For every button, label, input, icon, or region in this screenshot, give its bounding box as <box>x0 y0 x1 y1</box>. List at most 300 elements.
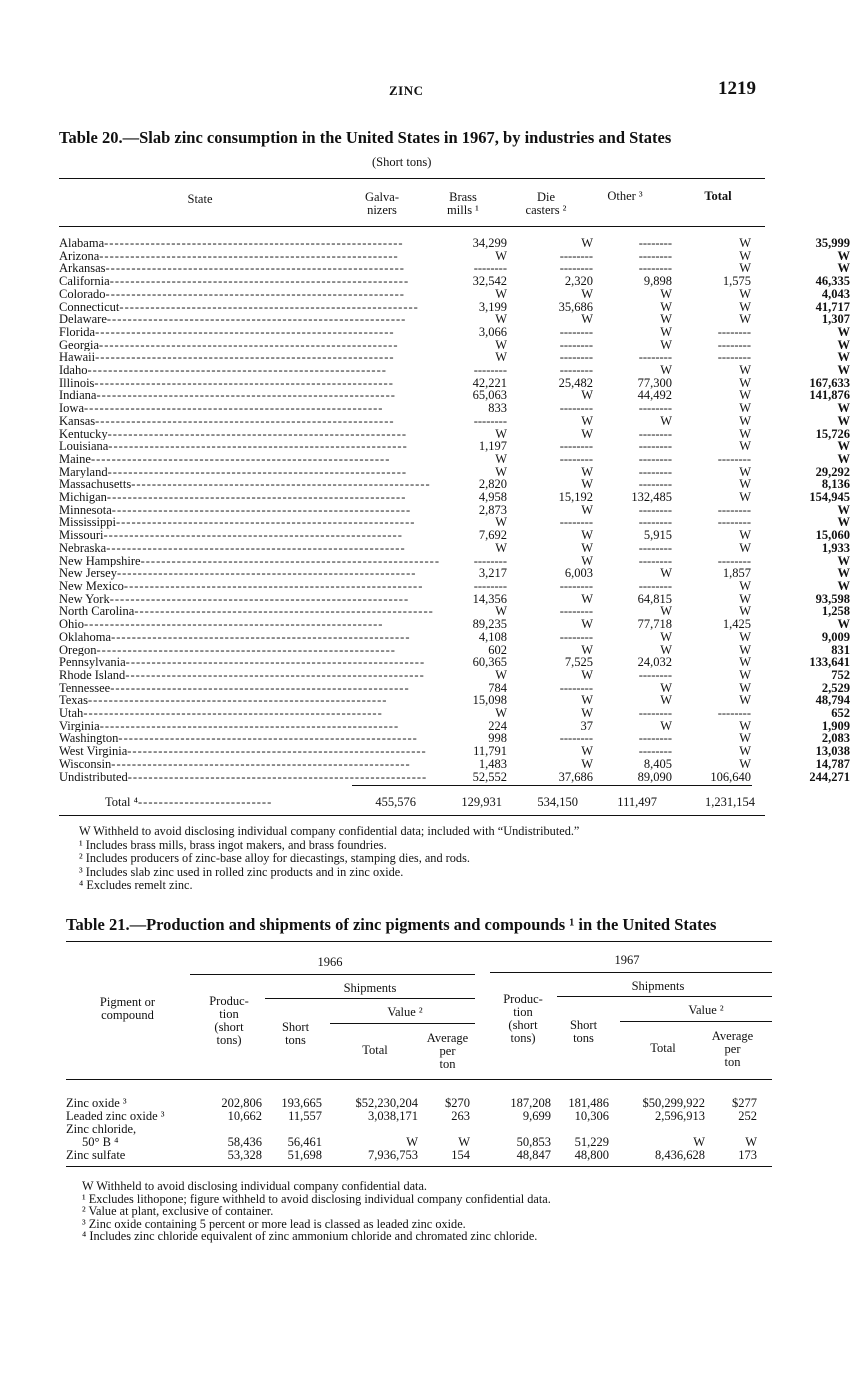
state-cell: Maryland---------------------------------------------------------- <box>59 465 408 479</box>
cell-other: W <box>739 261 752 276</box>
state-cell: Kentucky---------------------------------------------------------- <box>59 427 408 441</box>
cell-total: 154,945 <box>809 490 851 505</box>
col-short-1967-l1: Short <box>569 1018 598 1032</box>
cell-total: 35,999 <box>815 236 851 250</box>
cell-other: W <box>739 629 752 644</box>
state-name: Oklahoma <box>59 630 112 644</box>
year-1967: 1967 <box>614 953 640 967</box>
cell-brass: 6,003 <box>564 566 594 581</box>
col-avg-1967-l3: ton <box>724 1055 741 1069</box>
cell-total-1967: 2,596,913 <box>655 1109 705 1123</box>
cell-total-1967: $50,299,922 <box>642 1096 705 1110</box>
state-name: Massachusetts <box>59 478 132 492</box>
cell-brass: W <box>581 236 594 250</box>
cell-galvanizers: 602 <box>488 642 508 657</box>
cell-die: 9,898 <box>643 274 673 289</box>
cell-die: W <box>660 718 673 733</box>
cell-galvanizers: -------- <box>473 363 508 378</box>
cell-brass: 37 <box>580 718 594 733</box>
col-prod-1967-l2: tion <box>513 1005 533 1019</box>
cell-other: W <box>739 591 752 606</box>
state-name: Mississippi <box>59 516 116 530</box>
cell-other: W <box>739 248 752 263</box>
cell-brass: -------- <box>559 629 594 644</box>
cell-total: W <box>837 324 851 339</box>
cell-die: W <box>660 566 673 581</box>
cell-prod-1966: 58,436 <box>227 1135 262 1149</box>
cell-total: 1,933 <box>821 540 851 555</box>
cell-die: W <box>660 604 673 619</box>
col-die <box>511 191 581 217</box>
col-avg-1966-l3: ton <box>439 1057 456 1071</box>
table20-title: Table 20.—Slab zinc consumption in the United States in 1967, by industries and States <box>59 128 672 147</box>
cell-total: 167,633 <box>809 375 851 390</box>
cell-total-1966: 3,038,171 <box>368 1109 418 1123</box>
t21-note-3: ³ Zinc oxide containing 5 percent or more lead is classed as leaded zinc oxide. <box>82 1216 466 1231</box>
cell-die: -------- <box>638 439 673 454</box>
state-cell: Minnesota---------------------------------------------------------- <box>59 503 412 517</box>
table-row <box>59 758 850 771</box>
cell-galvanizers: 15,098 <box>472 693 508 708</box>
cell-other: W <box>739 286 752 301</box>
cell-total: W <box>837 363 851 378</box>
cell-avg-1967: 252 <box>738 1109 757 1123</box>
cell-total: 1,909 <box>821 718 851 733</box>
total-total: 1,231,154 <box>705 795 755 809</box>
state-name: Colorado <box>59 287 106 301</box>
cell-brass: W <box>581 477 594 492</box>
state-cell: Alabama---------------------------------------------------------- <box>59 237 404 250</box>
cell-die: 8,405 <box>643 756 673 771</box>
cell-galvanizers: W <box>495 464 508 479</box>
cell-die: 64,815 <box>637 591 673 606</box>
cell-brass: -------- <box>559 515 594 530</box>
col-total-1966: Total <box>362 1043 388 1057</box>
cell-prod-1966: 202,806 <box>221 1096 262 1110</box>
total-brass: 129,931 <box>461 795 502 809</box>
cell-die: -------- <box>638 401 673 416</box>
cell-total: W <box>837 261 851 276</box>
state-cell: Massachusetts---------------------------------------------------------- <box>59 478 431 492</box>
state-cell: Virginia---------------------------------------------------------- <box>59 719 400 733</box>
cell-other: 1,857 <box>722 566 752 581</box>
cell-brass: W <box>581 553 594 568</box>
cell-galvanizers: -------- <box>473 553 508 568</box>
cell-die: -------- <box>638 515 673 530</box>
cell-die: -------- <box>638 731 673 746</box>
cell-other: W <box>739 655 752 670</box>
col-short-1966 <box>268 1021 323 1047</box>
t21-note-1: ¹ Excludes lithopone; figure withheld to avoid disclosing individual company confidential data. <box>82 1191 551 1206</box>
cell-total: W <box>837 515 851 530</box>
table-row <box>59 428 850 441</box>
cell-galvanizers: 2,873 <box>478 502 508 517</box>
cell-avg-1967: W <box>745 1135 757 1149</box>
cell-galvanizers: 65,063 <box>472 388 508 403</box>
cell-avg-1967: 173 <box>738 1148 757 1162</box>
cell-die: 5,915 <box>643 528 673 543</box>
cell-die: W <box>660 629 673 644</box>
state-name: New York <box>59 592 110 606</box>
cell-short-1966: 56,461 <box>287 1135 322 1149</box>
state-name: Idaho <box>59 364 88 377</box>
cell-galvanizers: 1,483 <box>478 756 508 771</box>
col-pigment <box>85 996 170 1022</box>
col-short-1966-l1: Short <box>281 1020 310 1034</box>
cell-die: W <box>660 413 673 428</box>
t20-note-1: ¹ Includes brass mills, brass ingot makers, and brass foundries. <box>79 837 387 852</box>
cell-avg-1967: $277 <box>732 1096 757 1110</box>
state-cell: Idaho---------------------------------------------------------- <box>59 364 387 377</box>
state-cell: Connecticut---------------------------------------------------------- <box>59 300 419 314</box>
total-other: 111,497 <box>617 795 657 809</box>
state-cell: Ohio---------------------------------------------------------- <box>59 618 384 631</box>
cell-total: 752 <box>831 667 851 682</box>
state-cell: Oregon---------------------------------------------------------- <box>59 643 396 657</box>
cell-short-1966: 11,557 <box>288 1109 322 1123</box>
cell-avg-1966: 154 <box>451 1148 470 1162</box>
cell-other: W <box>739 236 752 250</box>
cell-total: 244,271 <box>809 769 851 784</box>
cell-prod-1967: 187,208 <box>510 1096 551 1110</box>
state-cell: Georgia---------------------------------------------------------- <box>59 338 399 352</box>
table20-bottom-rule <box>59 815 765 816</box>
state-cell: Michigan---------------------------------------------------------- <box>59 491 407 504</box>
cell-die: -------- <box>638 248 673 263</box>
state-cell: Washington---------------------------------------------------------- <box>59 732 418 746</box>
state-name: Arizona <box>59 249 100 263</box>
state-cell: Arkansas---------------------------------------------------------- <box>59 262 405 276</box>
col-brass-l2: mills ¹ <box>447 203 479 217</box>
cell-total: 2,529 <box>821 680 851 695</box>
table-row <box>59 644 850 657</box>
cell-total: 4,043 <box>821 286 851 301</box>
cell-galvanizers: W <box>495 667 508 682</box>
cell-prod-1967: 50,853 <box>516 1135 551 1149</box>
state-name: Delaware <box>59 313 107 326</box>
col-prod-1966-l3: (short <box>214 1020 244 1034</box>
cell-other: W <box>739 375 752 390</box>
table-row <box>59 593 850 606</box>
cell-galvanizers: -------- <box>473 413 508 428</box>
cell-other: W <box>739 363 752 378</box>
state-cell: Undistributed---------------------------------------------------------- <box>59 770 428 784</box>
cell-avg-1966: 263 <box>451 1109 470 1123</box>
cell-brass: -------- <box>559 439 594 454</box>
col-avg-1966-l2: per <box>439 1044 456 1058</box>
t21-note-4: ⁴ Includes zinc chloride equivalent of zinc ammonium chloride and chromated zinc chloride. <box>82 1229 538 1243</box>
state-cell: Texas---------------------------------------------------------- <box>59 694 388 708</box>
cell-galvanizers: 784 <box>488 680 508 695</box>
cell-short-1967: 51,229 <box>574 1135 609 1149</box>
cell-galvanizers: 60,365 <box>472 655 508 670</box>
cell-brass: -------- <box>559 248 594 263</box>
cell-other: W <box>739 464 752 479</box>
cell-galvanizers: 11,791 <box>473 744 508 759</box>
cell-other: W <box>739 744 752 759</box>
cell-total: 48,794 <box>815 693 851 708</box>
state-cell: Missouri---------------------------------------------------------- <box>59 529 403 542</box>
cell-brass: W <box>581 693 594 708</box>
cell-prod-1966: 53,328 <box>227 1148 262 1162</box>
table-row <box>59 529 850 542</box>
cell-galvanizers: 89,235 <box>472 617 508 632</box>
cell-die: W <box>660 363 673 378</box>
cell-galvanizers: 4,958 <box>478 490 508 505</box>
col-avg-1967-l1: Average <box>711 1029 754 1043</box>
state-name: Nebraska <box>59 541 107 555</box>
col-pigment-l2: compound <box>101 1008 154 1022</box>
cell-die: 24,032 <box>637 655 673 670</box>
cell-total-1966: W <box>406 1135 418 1149</box>
cell-die: W <box>660 337 673 352</box>
total-galvanizers: 455,576 <box>375 795 416 809</box>
col-die-l2: casters ² <box>525 203 567 217</box>
state-name: West Virginia <box>59 745 128 758</box>
state-name: North Carolina <box>59 605 135 619</box>
state-cell: Arizona---------------------------------------------------------- <box>59 249 399 263</box>
state-name: New Mexico <box>59 579 124 593</box>
col-total: Total <box>704 189 732 203</box>
cell-total: 1,258 <box>821 604 851 619</box>
cell-brass: 37,686 <box>558 769 594 784</box>
cell-brass: -------- <box>559 604 594 619</box>
col-galvanizers-l2: nizers <box>367 203 397 217</box>
cell-brass: -------- <box>559 337 594 352</box>
state-name: Tennessee <box>59 681 111 695</box>
cell-galvanizers: 34,299 <box>472 236 508 250</box>
cell-brass: W <box>581 617 594 632</box>
table-row <box>59 732 850 745</box>
cell-total: W <box>837 617 851 632</box>
table-row <box>59 745 850 758</box>
table20-top-rule <box>59 178 765 179</box>
state-cell: Mississippi---------------------------------------------------------- <box>59 516 416 530</box>
table-row <box>59 669 850 682</box>
cell-die: 77,718 <box>637 617 673 632</box>
table-row <box>59 466 850 479</box>
cell-other: W <box>739 604 752 619</box>
state-cell: Maine---------------------------------------------------------- <box>59 452 391 466</box>
state-name: Washington <box>59 732 119 746</box>
state-cell: California---------------------------------------------------------- <box>59 275 410 288</box>
state-name: Kentucky <box>59 427 108 441</box>
cell-brass: -------- <box>559 578 594 593</box>
col-prod-1966-l4: tons) <box>216 1033 242 1047</box>
cell-other: -------- <box>717 337 752 352</box>
cell-die: W <box>660 693 673 708</box>
cell-die: 89,090 <box>637 769 673 784</box>
cell-total-1966: 7,936,753 <box>368 1148 418 1162</box>
table-row <box>59 631 850 644</box>
table20-notes <box>79 825 579 893</box>
state-cell: Illinois---------------------------------------------------------- <box>59 376 394 390</box>
cell-other: 106,640 <box>710 769 752 784</box>
table-row <box>59 402 850 415</box>
cell-prod-1966: 10,662 <box>227 1109 262 1123</box>
state-cell: Iowa---------------------------------------------------------- <box>59 402 384 415</box>
cell-other: -------- <box>717 706 752 721</box>
cell-other: -------- <box>717 350 752 365</box>
cell-brass: W <box>581 667 594 682</box>
running-head: ZINC <box>389 83 424 98</box>
cell-die: -------- <box>638 578 673 593</box>
col-prod-1967-l4: tons) <box>510 1031 536 1045</box>
cell-total: 9,009 <box>821 629 851 644</box>
cell-total: 141,876 <box>809 388 851 403</box>
cell-other: W <box>739 439 752 454</box>
cell-total: 15,726 <box>815 426 851 441</box>
row-label-text-2: 50° B ⁴ <box>82 1135 119 1149</box>
state-name: Alabama <box>59 237 105 250</box>
table-row <box>59 656 850 669</box>
cell-total: 1,307 <box>821 312 851 327</box>
cell-die: -------- <box>638 464 673 479</box>
cell-total: 15,060 <box>815 528 851 543</box>
state-cell: Nebraska---------------------------------------------------------- <box>59 541 406 555</box>
state-name: Louisiana <box>59 440 109 453</box>
cell-total: 14,787 <box>815 756 851 771</box>
cell-die: W <box>660 642 673 657</box>
cell-die: W <box>660 312 673 327</box>
table21-top-rule <box>66 941 772 942</box>
table-row <box>59 351 850 364</box>
cell-brass: 35,686 <box>558 299 594 314</box>
table-row <box>59 275 850 288</box>
cell-brass: W <box>581 312 594 327</box>
cell-other: W <box>739 312 752 327</box>
rule-value-1966 <box>330 1023 475 1024</box>
cell-avg-1966: $270 <box>445 1096 470 1110</box>
cell-die: W <box>660 299 673 314</box>
cell-other: W <box>739 731 752 746</box>
row-label-text: Zinc oxide ³ <box>66 1096 127 1110</box>
cell-galvanizers: -------- <box>473 261 508 276</box>
cell-galvanizers: 7,692 <box>478 528 508 543</box>
cell-die: -------- <box>638 261 673 276</box>
col-avg-1966 <box>415 1032 480 1071</box>
cell-brass: W <box>581 413 594 428</box>
cell-short-1966: 193,665 <box>281 1096 322 1110</box>
col-short-1967 <box>556 1019 611 1045</box>
cell-brass: -------- <box>559 401 594 416</box>
table-row <box>59 301 850 314</box>
table-row <box>59 682 850 695</box>
cell-short-1967: 48,800 <box>574 1148 609 1162</box>
state-name: Hawaii <box>59 351 96 365</box>
table-row <box>59 288 850 301</box>
table-row <box>59 618 850 631</box>
col-ship-1967: Shipments <box>631 979 685 993</box>
cell-die: -------- <box>638 744 673 759</box>
cell-brass: W <box>581 756 594 771</box>
state-name: California <box>59 275 110 288</box>
col-pigment-l1: Pigment or <box>99 995 156 1009</box>
year-1966: 1966 <box>317 955 343 969</box>
cell-die: -------- <box>638 451 673 466</box>
table-row <box>59 580 850 593</box>
state-cell: Louisiana---------------------------------------------------------- <box>59 440 408 453</box>
cell-other: W <box>739 693 752 708</box>
col-value-1966: Value ² <box>387 1005 423 1019</box>
cell-galvanizers: 224 <box>488 718 508 733</box>
page-number: 1219 <box>718 78 756 99</box>
cell-total: 8,136 <box>821 477 851 492</box>
col-prod-1966-l2: tion <box>219 1007 239 1021</box>
cell-prod-1967: 9,699 <box>522 1109 551 1123</box>
cell-other: W <box>739 388 752 403</box>
cell-other: 1,425 <box>722 617 752 632</box>
total-label-text: Total ⁴ <box>105 795 138 809</box>
table20-sum-rule <box>352 785 752 786</box>
state-name: Illinois <box>59 376 95 390</box>
row-label-text: Zinc chloride, <box>66 1122 137 1136</box>
cell-brass: W <box>581 706 594 721</box>
cell-brass: -------- <box>559 324 594 339</box>
cell-total: W <box>837 248 851 263</box>
cell-galvanizers: W <box>495 515 508 530</box>
state-name: Florida <box>59 325 96 339</box>
cell-brass: W <box>581 591 594 606</box>
cell-galvanizers: W <box>495 312 508 327</box>
state-name: Minnesota <box>59 503 112 517</box>
cell-brass: 7,525 <box>564 655 594 670</box>
table21-head-rule <box>66 1079 772 1080</box>
col-prod-1966 <box>194 995 264 1047</box>
cell-other: W <box>739 642 752 657</box>
table21-notes <box>82 1180 551 1243</box>
cell-die: 77,300 <box>637 375 673 390</box>
cell-other: W <box>739 667 752 682</box>
cell-other: -------- <box>717 515 752 530</box>
cell-brass: W <box>581 540 594 555</box>
t20-note-2: ² Includes producers of zinc-base alloy for diecastings, stamping dies, and rods. <box>79 851 470 865</box>
cell-other: 1,575 <box>722 274 752 289</box>
state-name: Kansas <box>59 414 96 428</box>
table-row <box>59 250 850 263</box>
col-die-l1: Die <box>536 190 556 204</box>
cell-total: 831 <box>831 642 851 657</box>
cell-die: -------- <box>638 477 673 492</box>
state-cell: Tennessee---------------------------------------------------------- <box>59 681 410 695</box>
state-cell: New Mexico---------------------------------------------------------- <box>59 579 424 593</box>
table-row <box>59 389 850 402</box>
state-name: New Jersey <box>59 567 117 580</box>
state-cell: Delaware---------------------------------------------------------- <box>59 313 407 326</box>
cell-total: 46,335 <box>815 274 851 289</box>
cell-other: W <box>739 578 752 593</box>
state-cell: Utah---------------------------------------------------------- <box>59 707 383 720</box>
cell-short-1967: 10,306 <box>574 1109 609 1123</box>
row-label <box>66 1123 136 1149</box>
t20-note-w: W Withheld to avoid disclosing individual company confidential data; included with “Undistributed.” <box>79 824 580 838</box>
cell-galvanizers: W <box>495 248 508 263</box>
cell-avg-1966: W <box>458 1135 470 1149</box>
table-row <box>59 720 850 733</box>
cell-galvanizers: W <box>495 706 508 721</box>
cell-galvanizers: W <box>495 604 508 619</box>
table-row <box>59 453 850 466</box>
cell-total: W <box>837 337 851 352</box>
cell-other: W <box>739 718 752 733</box>
table-row <box>59 478 850 491</box>
col-value-1967: Value ² <box>688 1003 724 1017</box>
state-name: Undistributed <box>59 770 128 784</box>
cell-die: -------- <box>638 667 673 682</box>
table-row <box>59 237 850 250</box>
t20-note-3: ³ Includes slab zinc used in rolled zinc products and in zinc oxide. <box>79 864 404 879</box>
cell-die: 132,485 <box>631 490 673 505</box>
